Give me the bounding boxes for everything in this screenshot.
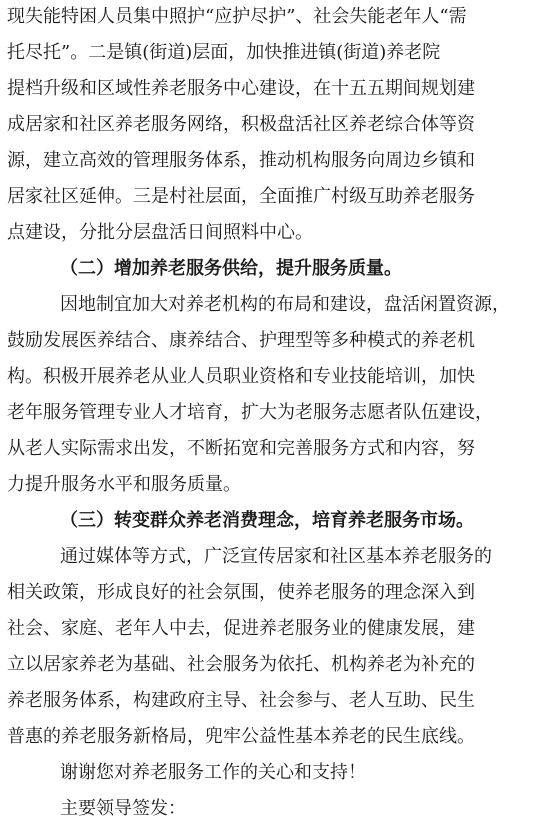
text-line-16: 通过媒体等方式，广泛宣传居家和社区基本养老服务的 [60, 546, 492, 567]
text-line-7: 点建设，分批分层盘活日间照料中心。 [7, 222, 313, 243]
text-line-13: 从老人实际需求出发，不断拓宽和完善服务方式和内容，努 [7, 438, 475, 459]
text-line-6: 居家社区延伸。三是村社层面，全面推广村级互助养老服务 [7, 186, 475, 207]
text-line-5: 源，建立高效的管理服务体系，推动机构服务向周边乡镇和 [7, 150, 475, 171]
text-line-20: 养老服务体系，构建政府主导、社会参与、老人互助、民生 [7, 690, 475, 711]
text-line-17: 相关政策，形成良好的社会氛围，使养老服务的理念深入到 [7, 582, 475, 603]
text-line-18: 社会、家庭、老年人中去，促进养老服务业的健康发展，建 [7, 618, 475, 639]
signoff-label: 主要领导签发： [60, 798, 186, 819]
section-heading-2: （二）增加养老服务供给，提升服务质量。 [60, 258, 402, 279]
text-line-14: 力提升服务水平和服务质量。 [7, 474, 241, 495]
text-line-21: 普惠的养老服务新格局，兜牢公益性基本养老的民生底线。 [7, 726, 475, 747]
text-line-4: 成居家和社区养老服务网络，积极盘活社区养老综合体等资 [7, 114, 475, 135]
text-line-11: 构。积极开展养老从业人员职业资格和专业技能培训，加快 [7, 366, 475, 387]
text-line-12: 老年服务管理专业人才培育，扩大为老服务志愿者队伍建设， [7, 402, 493, 423]
closing-thanks: 谢谢您对养老服务工作的关心和支持！ [60, 762, 366, 783]
text-line-3: 提档升级和区域性养老服务中心建设，在十五五期间规划建 [7, 78, 475, 99]
text-line-1: 现失能特困人员集中照护“应护尽护”、社会失能老年人“需 [7, 6, 467, 27]
text-line-9: 因地制宜加大对养老机构的布局和建设，盘活闲置资源， [60, 294, 510, 315]
text-line-2: 托尽托”。二是镇(街道)层面，加快推进镇(街道)养老院 [7, 42, 441, 63]
text-line-10: 鼓励发展医养结合、康养结合、护理型等多种模式的养老机 [7, 330, 475, 351]
section-heading-3: （三）转变群众养老消费理念，培育养老服务市场。 [60, 510, 474, 531]
text-line-19: 立以居家养老为基础、社会服务为依托、机构养老为补充的 [7, 654, 475, 675]
